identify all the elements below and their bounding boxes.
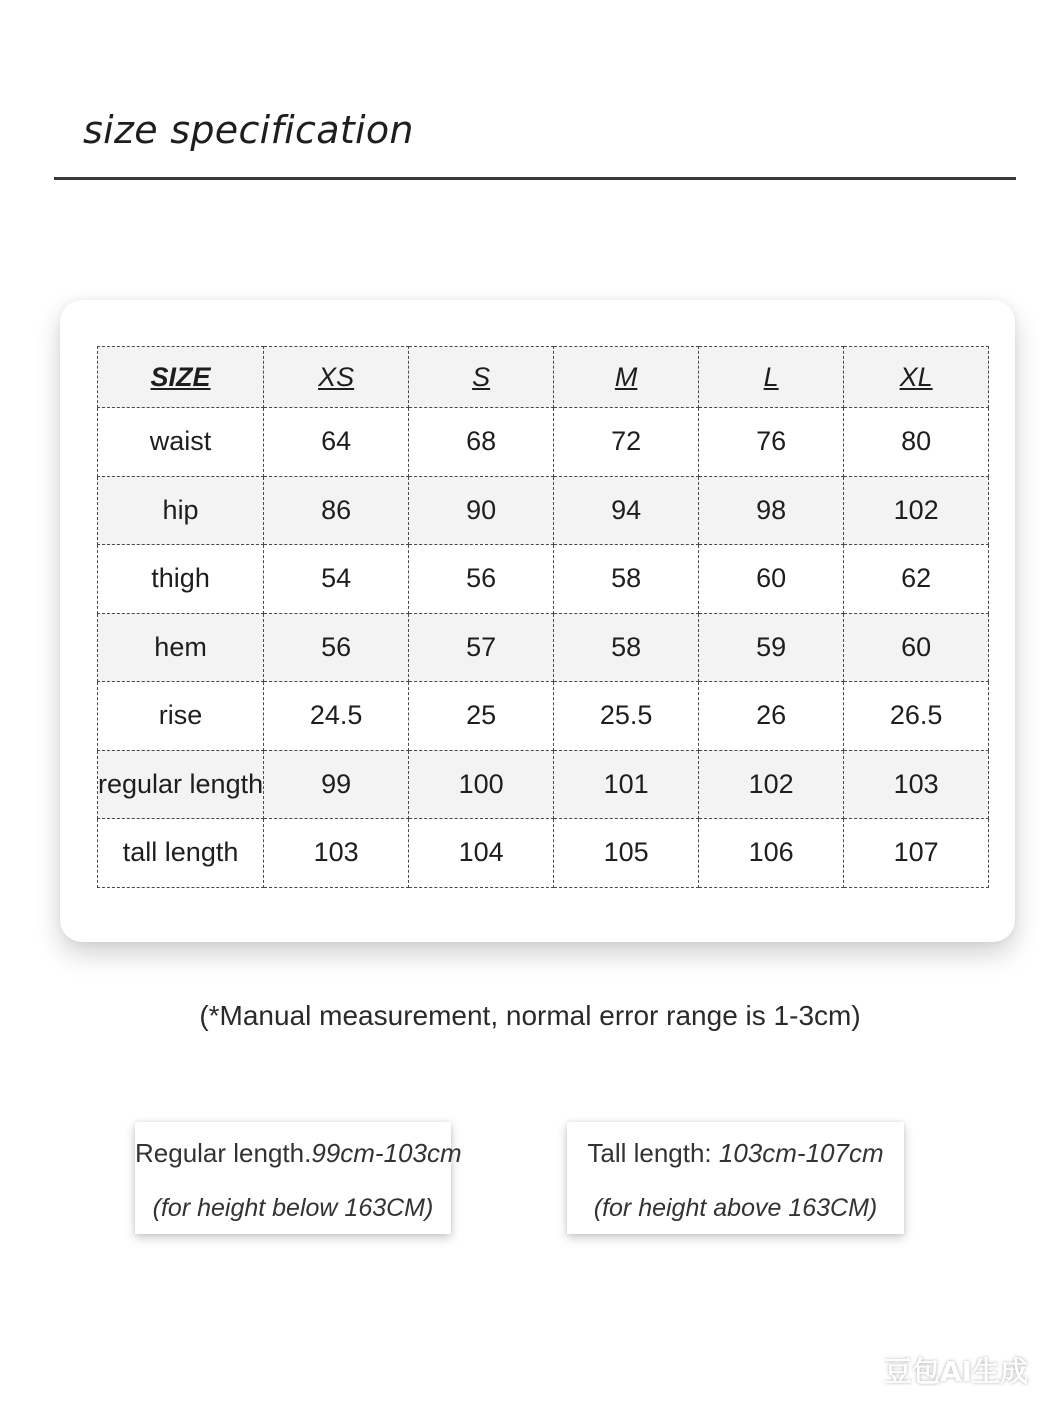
table-cell: 57 (409, 613, 554, 682)
table-cell: 56 (264, 613, 409, 682)
watermark: 豆包AI生成 (884, 1355, 1029, 1388)
table-cell: 68 (409, 408, 554, 477)
tall-length-subtitle: (for height above 163CM) (593, 1194, 878, 1222)
table-cell: 60 (844, 613, 989, 682)
page-title: size specification (83, 108, 414, 152)
table-cell: 94 (554, 476, 699, 545)
table-cell: 26 (699, 682, 844, 751)
tall-length-line (567, 1138, 904, 1169)
table-cell: 25 (409, 682, 554, 751)
row-label: tall length (98, 819, 264, 888)
table-cell: 76 (699, 408, 844, 477)
table-cell: 107 (844, 819, 989, 888)
table-cell: 25.5 (554, 682, 699, 751)
table-cell: 102 (844, 476, 989, 545)
row-label: hip (98, 476, 264, 545)
header-cell-l: L (699, 347, 844, 408)
tall-length-label: Tall length: (587, 1138, 719, 1168)
table-cell: 103 (264, 819, 409, 888)
table-cell: 26.5 (844, 682, 989, 751)
row-label: waist (98, 408, 264, 477)
table-cell: 101 (554, 750, 699, 819)
regular-length-subtitle: (for height below 163CM) (152, 1194, 434, 1222)
regular-length-label: Regular length. (135, 1138, 312, 1168)
header-cell-m: M (554, 347, 699, 408)
regular-length-range: 99cm-103cm (311, 1138, 462, 1168)
table-cell: 99 (264, 750, 409, 819)
row-label: thigh (98, 545, 264, 614)
table-row (98, 819, 989, 888)
table-cell: 98 (699, 476, 844, 545)
table-cell: 80 (844, 408, 989, 477)
header-cell-size: SIZE (98, 347, 264, 408)
table-cell: 54 (264, 545, 409, 614)
table-row (98, 545, 989, 614)
header-cell-xl: XL (844, 347, 989, 408)
table-cell: 24.5 (264, 682, 409, 751)
table-cell: 56 (409, 545, 554, 614)
table-cell: 60 (699, 545, 844, 614)
row-label: rise (98, 682, 264, 751)
table-cell: 90 (409, 476, 554, 545)
table-row (98, 682, 989, 751)
table-row (98, 613, 989, 682)
table-row (98, 476, 989, 545)
table-header-row (98, 347, 989, 408)
table-cell: 59 (699, 613, 844, 682)
table-cell: 58 (554, 545, 699, 614)
table-cell: 64 (264, 408, 409, 477)
tall-length-box (567, 1122, 904, 1234)
table-cell: 72 (554, 408, 699, 477)
title-divider (54, 177, 1016, 180)
table-cell: 105 (554, 819, 699, 888)
table-cell: 104 (409, 819, 554, 888)
table-cell: 62 (844, 545, 989, 614)
header-cell-s: S (409, 347, 554, 408)
regular-length-box (135, 1122, 462, 1234)
table-cell: 100 (409, 750, 554, 819)
table-cell: 58 (554, 613, 699, 682)
row-label: hem (98, 613, 264, 682)
table-row (98, 750, 989, 819)
tall-length-range: 103cm-107cm (718, 1138, 884, 1168)
table-cell: 102 (699, 750, 844, 819)
table-row (98, 408, 989, 477)
size-table (97, 346, 989, 888)
table-cell: 86 (264, 476, 409, 545)
table-cell: 103 (844, 750, 989, 819)
table-cell: 106 (699, 819, 844, 888)
row-label: regular length (98, 750, 264, 819)
measurement-note: (*Manual measurement, normal error range is 1-3cm) (199, 1000, 861, 1031)
regular-length-line (135, 1138, 462, 1169)
header-cell-xs: XS (264, 347, 409, 408)
